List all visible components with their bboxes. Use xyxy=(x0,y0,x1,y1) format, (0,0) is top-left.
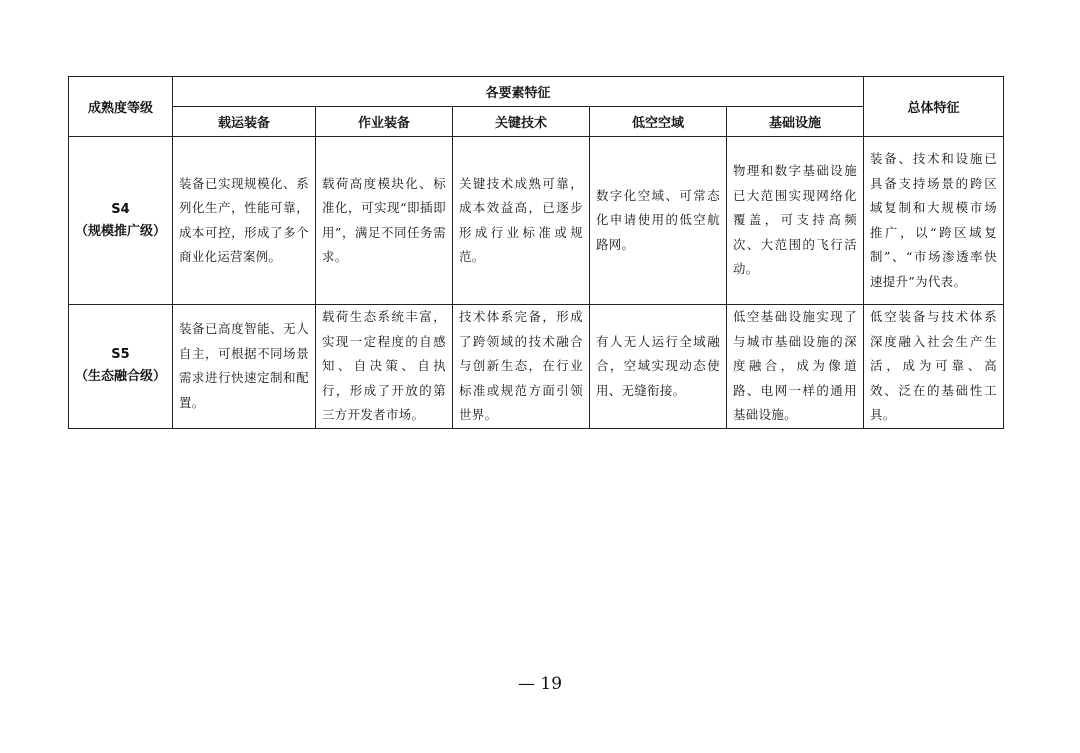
page-number: — 19 xyxy=(517,674,563,694)
header-infrastructure: 基础设施 xyxy=(727,107,864,137)
carrier-equipment-cell: 装备已实现规模化、系列化生产，性能可靠，成本可控，形成了多个商业化运营案例。 xyxy=(173,137,316,305)
header-key-technology: 关键技术 xyxy=(453,107,590,137)
level-cell xyxy=(69,137,173,305)
carrier-equipment-cell: 装备已高度智能、无人自主，可根据不同场景需求进行快速定制和配置。 xyxy=(173,305,316,429)
airspace-cell: 数字化空域、可常态化申请使用的低空航路网。 xyxy=(590,137,727,305)
key-technology-cell: 关键技术成熟可靠，成本效益高，已逐步形成行业标准或规范。 xyxy=(453,137,590,305)
header-carrier-equipment: 载运装备 xyxy=(173,107,316,137)
header-overall-features: 总体特征 xyxy=(864,77,1004,137)
table-row-s5 xyxy=(69,305,1004,429)
overall-cell: 装备、技术和设施已具备支持场景的跨区域复制和大规模市场推广，以“跨区域复制”、“市场渗透率快速提升”为代表。 xyxy=(864,137,1004,305)
header-low-altitude-airspace: 低空空域 xyxy=(590,107,727,137)
key-technology-cell: 技术体系完备，形成了跨领域的技术融合与创新生态，在行业标准或规范方面引领世界。 xyxy=(453,305,590,429)
overall-cell: 低空装备与技术体系深度融入社会生产生活，成为可靠、高效、泛在的基础性工具。 xyxy=(864,305,1004,429)
operation-equipment-cell: 载荷高度模块化、标准化，可实现“即插即用”，满足不同任务需求。 xyxy=(316,137,453,305)
infrastructure-cell: 物理和数字基础设施已大范围实现网络化覆盖，可支持高频次、大范围的飞行活动。 xyxy=(727,137,864,305)
level-code: S5 xyxy=(111,347,130,363)
table-row-s4 xyxy=(69,137,1004,305)
level-cell xyxy=(69,305,173,429)
airspace-cell: 有人无人运行全域融合，空域实现动态使用、无缝衔接。 xyxy=(590,305,727,429)
header-operation-equipment: 作业装备 xyxy=(316,107,453,137)
header-maturity-level: 成熟度等级 xyxy=(69,77,173,137)
level-name: （生态融合级） xyxy=(74,369,166,385)
level-code: S4 xyxy=(111,201,130,217)
operation-equipment-cell: 载荷生态系统丰富，实现一定程度的自感知、自决策、自执行，形成了开放的第三方开发者市场。 xyxy=(316,305,453,429)
maturity-table xyxy=(68,76,1004,429)
infrastructure-cell: 低空基础设施实现了与城市基础设施的深度融合，成为像道路、电网一样的通用基础设施。 xyxy=(727,305,864,429)
level-name: （规模推广级） xyxy=(74,223,166,239)
header-element-features: 各要素特征 xyxy=(173,77,864,107)
